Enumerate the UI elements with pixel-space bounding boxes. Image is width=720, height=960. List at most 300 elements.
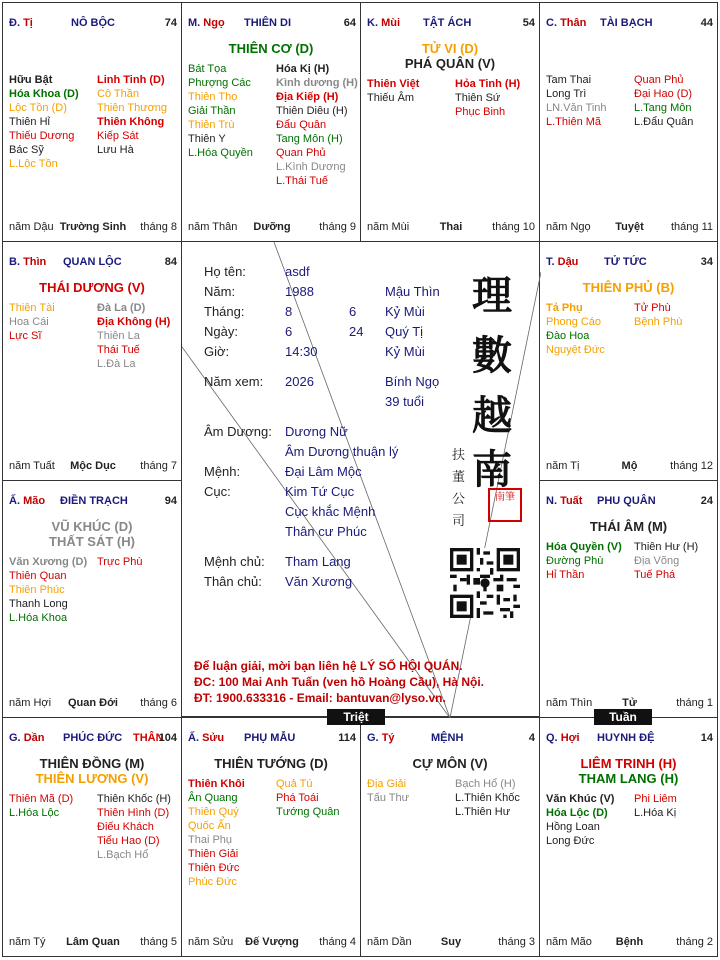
palace-age: 74 [164, 17, 177, 29]
palace-age: 44 [700, 17, 713, 29]
palace-chi: Thân [560, 17, 587, 29]
tuan-marker: Tuần [594, 709, 652, 725]
calligraphy-char-3: 越 [472, 392, 512, 439]
minor-star: Địa Không (H) [97, 316, 171, 328]
palace-month: tháng 1 [676, 697, 713, 709]
palace-chi: Dậu [557, 256, 579, 268]
minor-star: Tướng Quân [276, 806, 340, 818]
star-column-left [188, 62, 253, 160]
palace-branch [546, 732, 580, 744]
minor-star: Bác Sỹ [9, 144, 44, 156]
palace-stage: Tuyệt [615, 221, 644, 233]
palace-month: tháng 9 [319, 221, 356, 233]
palace-can: B. [9, 256, 20, 268]
palace-can: Ấ. [188, 732, 199, 744]
minor-star: Trực Phù [97, 556, 143, 568]
label-am-duong: Âm Dương: [204, 424, 272, 439]
minor-star: Thiên La [97, 330, 140, 342]
palace-month: tháng 11 [670, 221, 713, 233]
minor-star: Thiên Mã (D) [9, 793, 74, 805]
side-char-2: 董 [452, 470, 466, 485]
palace-ngo [181, 2, 361, 242]
palace-month: tháng 8 [140, 221, 177, 233]
minor-star: Phi Liêm [634, 793, 677, 805]
value-nam-canchi: Mậu Thìn [385, 284, 440, 299]
minor-star: Ân Quang [188, 792, 238, 804]
value-thang-am: 6 [349, 304, 357, 319]
palace-branch [367, 17, 400, 29]
palace-month: tháng 2 [676, 936, 713, 948]
palace-than [539, 2, 718, 242]
main-star: PHÁ QUÂN (V) [404, 56, 496, 71]
palace-footer [546, 458, 713, 472]
palace-age: 54 [522, 17, 535, 29]
minor-star: Thai Phụ [188, 834, 233, 846]
minor-star: Đào Hoa [546, 330, 590, 342]
minor-star: Bát Tọa [188, 63, 227, 75]
star-column-right [634, 73, 693, 129]
palace-stage: Bệnh [615, 936, 644, 948]
minor-star: Phong Cáo [546, 316, 602, 328]
main-star: THIÊN CƠ (D) [228, 41, 314, 56]
minor-star: L.Thái Tuế [276, 175, 328, 187]
star-column-left [367, 777, 409, 805]
minor-star: Quan Phủ [276, 147, 326, 159]
palace-stage: Dưỡng [253, 221, 291, 233]
main-star: LIÊM TRINH (H) [580, 756, 677, 771]
palace-chi: Tị [23, 17, 33, 29]
value-cuc-2: Cục khắc Mệnh [285, 504, 376, 519]
palace-can: Đ. [9, 17, 20, 29]
minor-star: Thiếu Dương [9, 130, 75, 142]
label-gio: Giờ: [204, 344, 230, 359]
minor-star: L.Tang Môn [634, 102, 692, 114]
minor-star: L.Đà La [97, 358, 136, 370]
palace-branch [9, 732, 44, 744]
minor-star: Hóa Kị (H) [276, 63, 330, 75]
calligraphy-char-2: 數 [472, 332, 512, 379]
minor-star: Địa Võng [634, 555, 680, 567]
minor-star: Thiên Không [97, 116, 165, 128]
label-ngay: Ngày: [204, 324, 238, 339]
palace-year: năm Tuất [9, 460, 55, 472]
minor-star: Quả Tú [276, 778, 313, 790]
main-star: THẤT SÁT (H) [49, 534, 135, 549]
minor-star: Phá Toái [276, 792, 319, 804]
star-column-right [97, 792, 171, 862]
minor-star: L.Bạch Hổ [97, 849, 149, 861]
label-menh-chu: Mệnh chủ: [204, 554, 265, 569]
minor-star: Kiếp Sát [97, 130, 139, 142]
palace-suu [181, 717, 361, 957]
star-column-left [546, 792, 614, 848]
minor-star: Địa Kiếp (H) [276, 91, 339, 103]
palace-year: năm Mùi [367, 221, 410, 233]
minor-star: Cô Thần [97, 88, 139, 100]
minor-star: Hữu Bật [9, 74, 53, 86]
palace-month: tháng 5 [140, 936, 177, 948]
minor-star: Thiên Trù [188, 119, 235, 131]
palace-month: tháng 12 [670, 460, 713, 472]
palace-title: NÔ BỘC [71, 17, 115, 29]
palace-chi: Mão [23, 495, 46, 507]
palace-footer [546, 934, 713, 948]
palace-year: năm Thìn [546, 697, 593, 709]
palace-age: 94 [164, 495, 177, 507]
palace-title: TẬT ÁCH [423, 17, 472, 29]
value-ngay-am: 24 [349, 324, 364, 339]
star-column-right [634, 792, 677, 820]
minor-star: Lộc Tồn (D) [9, 102, 67, 114]
palace-title: THIÊN DI [244, 17, 292, 29]
label-nam-xem: Năm xem: [204, 374, 264, 389]
center-info-panel [181, 241, 540, 717]
palace-dau [539, 241, 718, 481]
star-column-right [97, 301, 170, 371]
label-cuc: Cục: [204, 484, 231, 499]
minor-star: Điếu Khách [97, 821, 154, 833]
minor-star: Thiên Quý [188, 806, 239, 818]
red-seal-stamp: 南筆 [488, 488, 522, 522]
value-am-duong-2: Âm Dương thuận lý [285, 444, 399, 459]
palace-thin [2, 241, 182, 481]
minor-star: Thiên Hình (D) [97, 807, 170, 819]
value-ho-ten: asdf [285, 264, 310, 279]
star-column-left [546, 73, 607, 129]
palace-year: năm Tị [546, 460, 580, 472]
star-column-left [9, 555, 87, 625]
minor-star: LN.Văn Tinh [546, 102, 607, 114]
palace-dan [2, 717, 182, 957]
palace-can: G. [367, 732, 379, 744]
minor-star: Đẩu Quân [276, 119, 327, 131]
palace-title: PHỤ MẪU [244, 732, 296, 744]
value-than-chu: Văn Xương [285, 574, 353, 589]
palace-age: 84 [164, 256, 177, 268]
palace-chi: Dần [23, 732, 45, 744]
palace-ty [360, 717, 540, 957]
palace-hoi [539, 717, 718, 957]
minor-star: Thiên Khôi [188, 778, 245, 790]
palace-month: tháng 10 [492, 221, 535, 233]
main-star: THÁI ÂM (M) [589, 519, 668, 534]
palace-stage: Mộc Dục [70, 460, 116, 472]
main-star: TỬ VI (D) [421, 41, 479, 56]
minor-star: L.Thiên Mã [546, 116, 602, 128]
palace-stage: Thai [439, 221, 463, 233]
palace-age: 104 [158, 732, 177, 744]
value-thang-canchi: Kỷ Mùi [385, 304, 425, 319]
minor-star: Long Trì [546, 88, 587, 100]
palace-branch [546, 495, 582, 507]
minor-star: Quốc Ấn [188, 820, 231, 832]
palace-branch [188, 17, 225, 29]
label-ho-ten: Họ tên: [204, 264, 246, 279]
minor-star: Tiểu Hao (D) [97, 835, 160, 847]
minor-star: Lưu Hà [97, 144, 134, 156]
palace-footer [546, 695, 713, 709]
value-cuc-3: Thân cư Phúc [285, 524, 367, 539]
minor-star: Phượng Các [188, 77, 251, 89]
minor-star: Hóa Quyền (V) [546, 541, 622, 553]
minor-star: Văn Khúc (V) [546, 793, 615, 805]
palace-month: tháng 4 [319, 936, 356, 948]
contact-line-1: Để luận giải, mời bạn liên hệ LÝ SỐ HỘI QUÁN. [194, 659, 463, 673]
label-menh: Mệnh: [204, 464, 241, 479]
palace-title: PHU QUÂN [597, 495, 656, 507]
palace-footer [367, 219, 535, 233]
main-star: THIÊN ĐỒNG (M) [39, 756, 145, 771]
minor-star: Hồng Loan [546, 821, 600, 833]
star-column-right [634, 301, 682, 329]
minor-star: Tang Môn (H) [276, 133, 343, 145]
palace-title: HUYNH ĐỆ [597, 732, 655, 744]
palace-year: năm Dần [367, 936, 412, 948]
palace-chi: Tuất [560, 495, 583, 507]
minor-star: Hoa Cái [9, 316, 49, 328]
palace-stage: Lâm Quan [66, 936, 120, 948]
palace-stage: Mộ [621, 460, 638, 472]
minor-star: Kình dương (H) [276, 77, 358, 89]
value-nam-xem-canchi: Bính Ngọ [385, 374, 440, 389]
palace-footer [9, 934, 177, 948]
minor-star: Thiên Hỉ [9, 116, 50, 128]
minor-star: Thiên Sứ [455, 92, 501, 104]
palace-branch [9, 17, 33, 29]
minor-star: Giải Thần [188, 105, 236, 117]
palace-age: 114 [338, 732, 356, 744]
minor-star: Tấu Thư [367, 792, 410, 804]
palace-age: 4 [528, 732, 535, 744]
palace-year: năm Tý [9, 936, 46, 948]
palace-age: 64 [343, 17, 356, 29]
palace-age: 34 [700, 256, 713, 268]
minor-star: Tuế Phá [634, 569, 676, 581]
minor-star: L.Lộc Tồn [9, 158, 58, 170]
palace-branch [9, 256, 46, 268]
value-am-duong: Dương Nữ [285, 424, 348, 439]
palace-footer [188, 934, 356, 948]
palace-title: QUAN LỘC [63, 256, 122, 268]
palace-mui [360, 2, 540, 242]
star-column-left [9, 301, 55, 343]
palace-branch [9, 495, 45, 507]
palace-footer [546, 219, 713, 233]
star-column-left [546, 540, 622, 582]
minor-star: Thiên Đức [188, 862, 240, 874]
value-gio-canchi: Kỷ Mùi [385, 344, 425, 359]
main-star: THAM LANG (H) [578, 771, 679, 786]
minor-star: Thiên Y [188, 133, 226, 145]
minor-star: Thiên Giải [188, 848, 239, 860]
palace-can: K. [367, 17, 378, 29]
value-thang: 8 [285, 304, 293, 319]
minor-star: L.Hóa Quyền [188, 147, 253, 159]
palace-age: 24 [700, 495, 713, 507]
star-column-left [367, 77, 419, 105]
side-char-3: 公 [452, 492, 466, 507]
minor-star: Thiên Quan [9, 570, 67, 582]
minor-star: Hóa Lộc (D) [546, 807, 608, 819]
minor-star: Tử Phù [634, 302, 671, 314]
minor-star: Phục Binh [455, 106, 506, 118]
palace-than-marker: THÂN [133, 732, 164, 744]
minor-star: Thiên Hư (H) [634, 541, 699, 553]
minor-star: Đà La (D) [97, 302, 146, 314]
minor-star: Linh Tinh (D) [97, 74, 165, 86]
minor-star: Bạch Hổ (H) [455, 778, 516, 790]
value-menh-chu: Tham Lang [285, 554, 351, 569]
value-nam: 1988 [285, 284, 314, 299]
minor-star: Thiếu Âm [367, 92, 415, 104]
minor-star: L.Thiên Hư [455, 806, 511, 818]
palace-title: PHÚC ĐỨC [63, 732, 123, 744]
star-column-left [9, 792, 73, 820]
label-thang: Tháng: [204, 304, 245, 319]
minor-star: L.Hóa Khoa [9, 612, 68, 624]
minor-star: Phúc Đức [188, 876, 237, 888]
palace-year: năm Hợi [9, 697, 52, 709]
value-ngay-canchi: Quý Tị [385, 324, 424, 339]
main-star: THIÊN TƯỚNG (D) [214, 756, 328, 771]
palace-year: năm Thân [188, 221, 238, 233]
palace-title: TỬ TỨC [604, 256, 647, 268]
palace-ti [2, 2, 182, 242]
minor-star: L.Hóa Lộc [9, 807, 60, 819]
palace-stage: Suy [440, 936, 462, 948]
minor-star: Địa Giải [367, 778, 407, 790]
side-char-4: 司 [452, 514, 466, 529]
palace-tuat [539, 480, 718, 718]
palace-year: năm Ngọ [546, 221, 591, 233]
star-column-left [9, 73, 79, 171]
minor-star: Tả Phụ [546, 302, 583, 314]
palace-footer [9, 458, 177, 472]
palace-chi: Thìn [23, 256, 47, 268]
calligraphy-char-4: 南 [472, 446, 512, 493]
side-char-1: 扶 [452, 448, 466, 463]
palace-stage: Trường Sinh [59, 221, 127, 233]
minor-star: Thiên Khốc (H) [97, 793, 171, 805]
minor-star: L.Thiên Khốc [455, 792, 520, 804]
star-column-right [276, 62, 358, 188]
palace-footer [188, 219, 356, 233]
minor-star: Thiên Phúc [9, 584, 65, 596]
minor-star: Thiên Thương [97, 102, 168, 114]
qr-code[interactable] [450, 548, 520, 618]
minor-star: L.Hóa Kị [634, 807, 677, 819]
value-nam-xem: 2026 [285, 374, 314, 389]
star-column-right [276, 777, 340, 819]
main-star: VŨ KHÚC (D) [51, 519, 133, 534]
palace-can: Ấ. [9, 495, 20, 507]
palace-chi: Ngọ [203, 17, 225, 29]
minor-star: Thái Tuế [97, 344, 140, 356]
palace-mao [2, 480, 182, 718]
palace-chi: Hợi [560, 732, 580, 744]
palace-month: tháng 3 [498, 936, 535, 948]
value-cuc: Kim Tứ Cục [285, 484, 355, 499]
contact-line-3: ĐT: 1900.633316 - Email: bantuvan@lyso.vn. [194, 691, 446, 705]
minor-star: Bệnh Phù [634, 316, 683, 328]
palace-branch [367, 732, 395, 744]
main-star: THIÊN LƯƠNG (V) [35, 771, 149, 786]
palace-chi: Sửu [202, 732, 225, 744]
minor-star: Đại Hao (D) [634, 88, 693, 100]
palace-branch [188, 732, 224, 744]
minor-star: Thiên Diêu (H) [276, 105, 348, 117]
minor-star: Hỏa Tinh (H) [455, 78, 521, 90]
triet-marker: Triệt [327, 709, 385, 725]
value-ngay: 6 [285, 324, 293, 339]
minor-star: Hóa Khoa (D) [9, 88, 79, 100]
palace-stage: Đế Vượng [245, 936, 299, 948]
minor-star: L.Đẩu Quân [634, 116, 694, 128]
palace-chi: Tý [381, 732, 395, 744]
minor-star: Thanh Long [9, 598, 68, 610]
minor-star: Thiên Việt [367, 78, 420, 90]
palace-stage: Quan Đới [68, 697, 118, 709]
palace-footer [367, 934, 535, 948]
palace-title: MỆNH [431, 732, 464, 744]
palace-year: năm Mão [546, 936, 592, 948]
minor-star: Long Đức [546, 835, 595, 847]
palace-branch [546, 256, 578, 268]
calligraphy-char-1: 理 [472, 272, 512, 319]
star-column-right [97, 555, 142, 569]
contact-line-2: ĐC: 100 Mai Anh Tuấn (ven hồ Hoàng Cầu), Hà Nội. [194, 675, 485, 689]
star-column-right [97, 73, 167, 157]
palace-month: tháng 6 [140, 697, 177, 709]
star-column-right [455, 777, 520, 819]
value-gio: 14:30 [285, 344, 318, 359]
minor-star: Thiên Tài [9, 302, 55, 314]
palace-stage: Tử [622, 697, 637, 709]
minor-star: Tam Thai [546, 74, 592, 86]
main-star: THÁI DƯƠNG (V) [39, 280, 145, 295]
palace-can: Q. [546, 732, 558, 744]
palace-title: TÀI BẠCH [600, 17, 653, 29]
star-column-left [546, 301, 605, 357]
palace-title: ĐIỀN TRẠCH [60, 495, 128, 507]
main-star: CỰ MÔN (V) [412, 756, 488, 771]
palace-month: tháng 7 [140, 460, 177, 472]
minor-star: Lực Sĩ [9, 330, 42, 342]
minor-star: Thiên Thọ [188, 91, 238, 103]
palace-can: G. [9, 732, 21, 744]
palace-can: M. [188, 17, 201, 29]
palace-chi: Mùi [381, 17, 401, 29]
minor-star: L.Kình Dương [276, 161, 346, 173]
minor-star: Quan Phủ [634, 74, 684, 86]
palace-year: năm Dậu [9, 221, 54, 233]
minor-star: Văn Xương (D) [9, 556, 88, 568]
star-column-right [634, 540, 698, 582]
main-star: THIÊN PHỦ (B) [582, 280, 675, 295]
palace-can: N. [546, 495, 557, 507]
palace-age: 14 [700, 732, 713, 744]
palace-can: T. [546, 256, 555, 268]
star-column-right [455, 77, 520, 119]
minor-star: Đường Phù [546, 555, 604, 567]
label-than-chu: Thân chủ: [204, 574, 262, 589]
palace-year: năm Sửu [188, 936, 234, 948]
palace-footer [9, 219, 177, 233]
label-nam: Năm: [204, 284, 236, 299]
palace-branch [546, 17, 586, 29]
minor-star: Hỉ Thần [546, 569, 585, 581]
value-tuoi: 39 tuổi [385, 394, 425, 409]
